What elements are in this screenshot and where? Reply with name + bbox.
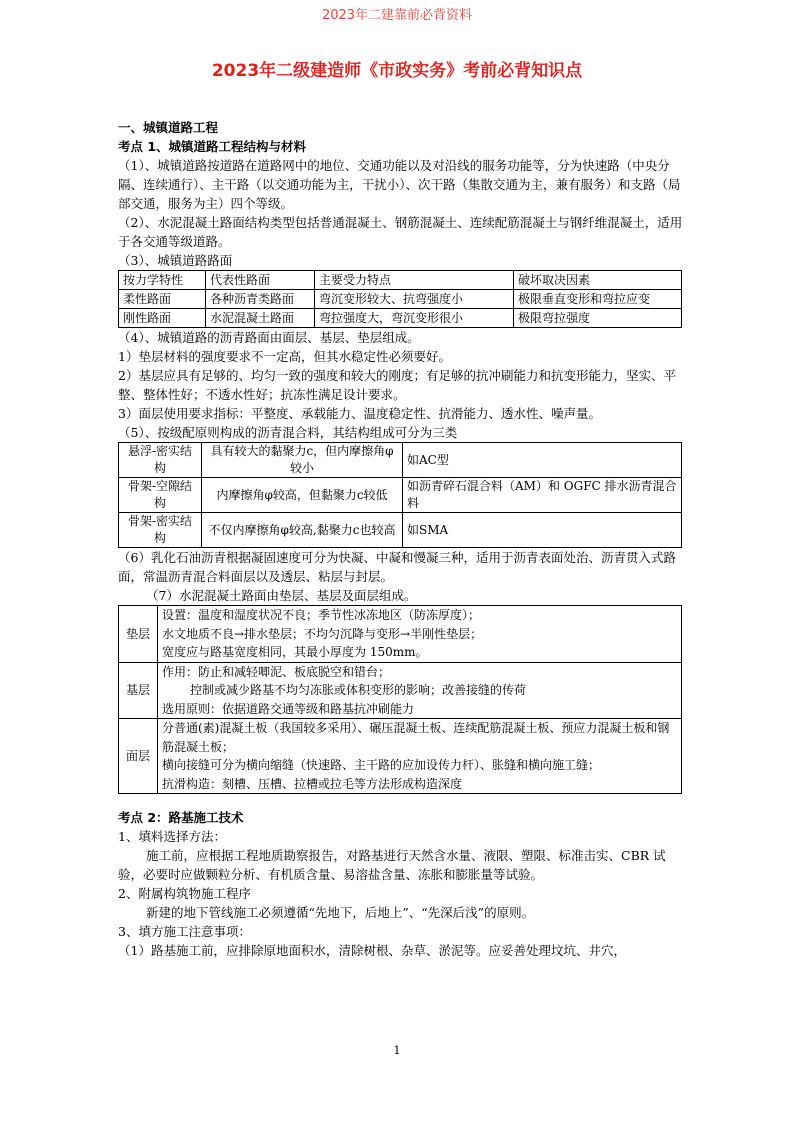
table-cell: 面层 [119,719,158,794]
cell-line: 控制或减少路基不均匀冻胀或体积变形的影响；改善接缝的传荷 [190,683,527,697]
paragraph: （6）乳化石油沥青根据凝固速度可分为快凝、中凝和慢凝三种，适用于沥青表面处治、沥青贯入式路面，常温沥青混合料面层以及透层、粘层与封层。 [118,550,676,584]
section-heading: 一、城镇道路工程 [118,120,219,135]
cell-line: 抗滑构造：刻槽、压槽、拉槽或拉毛等方法形成构造深度 [162,776,463,791]
table-cell: 如SMA [403,513,682,548]
paragraph: 新建的地下管线施工必须遵循“先地下，后地上”、“先深后浅”的原则。 [146,905,535,920]
table-cell: 弯拉强度大，弯沉变形很小 [315,309,514,328]
document-body [118,118,684,960]
cell-line: 横向接缝可分为横向缩缝（快速路、主干路的应加设传力杆）、胀缝和横向施工缝； [162,758,601,772]
paragraph: （1）路基施工前，应排除原地面积水，清除树根、杂草、淤泥等。应妥善处理坟坑、井穴， [118,943,626,958]
table-cell: 各种沥青类路面 [206,290,315,309]
table-cell: 内摩擦角φ较高，但黏聚力c较低 [202,478,403,513]
point-heading: 考点 1、城镇道路工程结构与材料 [118,139,307,154]
table-row [119,513,682,548]
table-cell [158,662,682,719]
concrete-pavement-table [118,605,682,794]
table-cell: 骨架-空隙结构 [119,478,202,513]
cell-line: 水文地质不良→排水垫层；不均匀沉降与变形→半刚性垫层； [162,626,483,641]
paragraph: 1、填料选择方法： [118,829,226,844]
paragraph: 3、填方施工注意事项： [118,924,251,939]
cell-line: 分普通(素)混凝土板（我国较多采用）、碾压混凝土板、连续配筋混凝土板、预应力混凝土板和钢筋混凝土板； [162,721,670,754]
table-cell: 骨架-密实结构 [119,513,202,548]
cell-line: 设置：温度和湿度状况不良；季节性冰冻地区（防冻厚度）； [162,608,481,622]
pavement-table [118,270,682,328]
paragraph: （2）、水泥混凝土路面结构类型包括普通混凝土、钢筋混凝土、连续配筋混凝土与钢纤维混凝土，适用于各交通等级道路。 [118,215,683,249]
table-row [119,606,682,663]
paragraph: 1）垫层材料的强度要求不一定高，但其水稳定性必须要好。 [118,349,451,364]
point-heading: 考点 2：路基施工技术 [118,810,244,825]
table-cell [158,606,682,663]
table-cell: 极限垂直变形和弯拉应变 [514,290,682,309]
table-row [119,719,682,794]
cell-line: 选用原则：依据道路交通等级和路基抗冲刷能力 [162,701,415,716]
paragraph: （3）、城镇道路路面 [118,253,233,268]
paragraph: （7）水泥混凝土路面由垫层、基层及面层组成。 [146,588,417,603]
paragraph: 施工前，应根据工程地质勘察报告，对路基进行天然含水量、液限、塑限、标准击实、CBR 试验，必要时应做颗粒分析、有机质含量、易溶盐含量、冻胀和膨胀量等试验。 [118,848,666,882]
table-cell: 弯沉变形较大、抗弯强度小 [315,290,514,309]
table-header-row [119,271,682,290]
table-cell: 水泥混凝土路面 [206,309,315,328]
table-header-cell: 按力学特性 [119,271,206,290]
document-title: 2023年二级建造师《市政实务》考前必背知识点 [211,61,583,81]
asphalt-structure-table [118,442,682,548]
table-cell: 不仅内摩擦角φ较高,黏聚力c也较高 [202,513,403,548]
running-header: 2023年二建靠前必背资料 [321,8,473,23]
table-row [119,443,682,478]
cell-line: 宽度应与路基宽度相同，其最小厚度为 150mm。 [162,645,428,659]
table-header-cell: 主要受力特点 [315,271,514,290]
table-cell: 悬浮-密实结构 [119,443,202,478]
page-number: 1 [393,1044,401,1057]
table-row [119,662,682,719]
cell-line: 作用：防止和减轻唧泥、板底脱空和错台； [162,664,391,679]
paragraph: 2、附属构筑物施工程序 [118,886,251,901]
table-cell: 垫层 [119,606,158,663]
table-cell: 具有较大的黏聚力c，但内摩擦角φ较小 [202,443,403,478]
table-cell: 柔性路面 [119,290,206,309]
table-cell: 基层 [119,662,158,719]
table-cell: 如沥青碎石混合料（AM）和 OGFC 排水沥青混合料 [403,478,682,513]
table-cell: 刚性路面 [119,309,206,328]
table-row [119,478,682,513]
table-header-cell: 破坏取决因素 [514,271,682,290]
table-row [119,290,682,309]
table-header-cell: 代表性路面 [206,271,315,290]
paragraph: （5）、按级配原则构成的沥青混合料，其结构组成可分为三类 [118,425,458,440]
paragraph: （4）、城镇道路的沥青路面由面层、基层、垫层组成。 [118,330,420,345]
table-cell: 极限弯拉强度 [514,309,682,328]
paragraph: 2）基层应具有足够的、均匀一致的强度和较大的刚度；有足够的抗冲刷能力和抗变形能力，坚实、平整、整体性好；不透水性好；抗冻性满足设计要求。 [118,368,676,402]
table-row [119,309,682,328]
table-cell: 如AC型 [403,443,682,478]
paragraph: 3）面层使用要求指标：平整度、承载能力、温度稳定性、抗滑能力、透水性、噪声量。 [118,406,601,421]
paragraph: （1）、城镇道路按道路在道路网中的地位、交通功能以及对沿线的服务功能等，分为快速路（中央分隔、连续通行）、主干路（以交通功能为主，干扰小）、次干路（集散交通为主，兼有服务）和支路（局部交通，服务为主）四个等级。 [118,158,681,211]
table-cell [158,719,682,794]
